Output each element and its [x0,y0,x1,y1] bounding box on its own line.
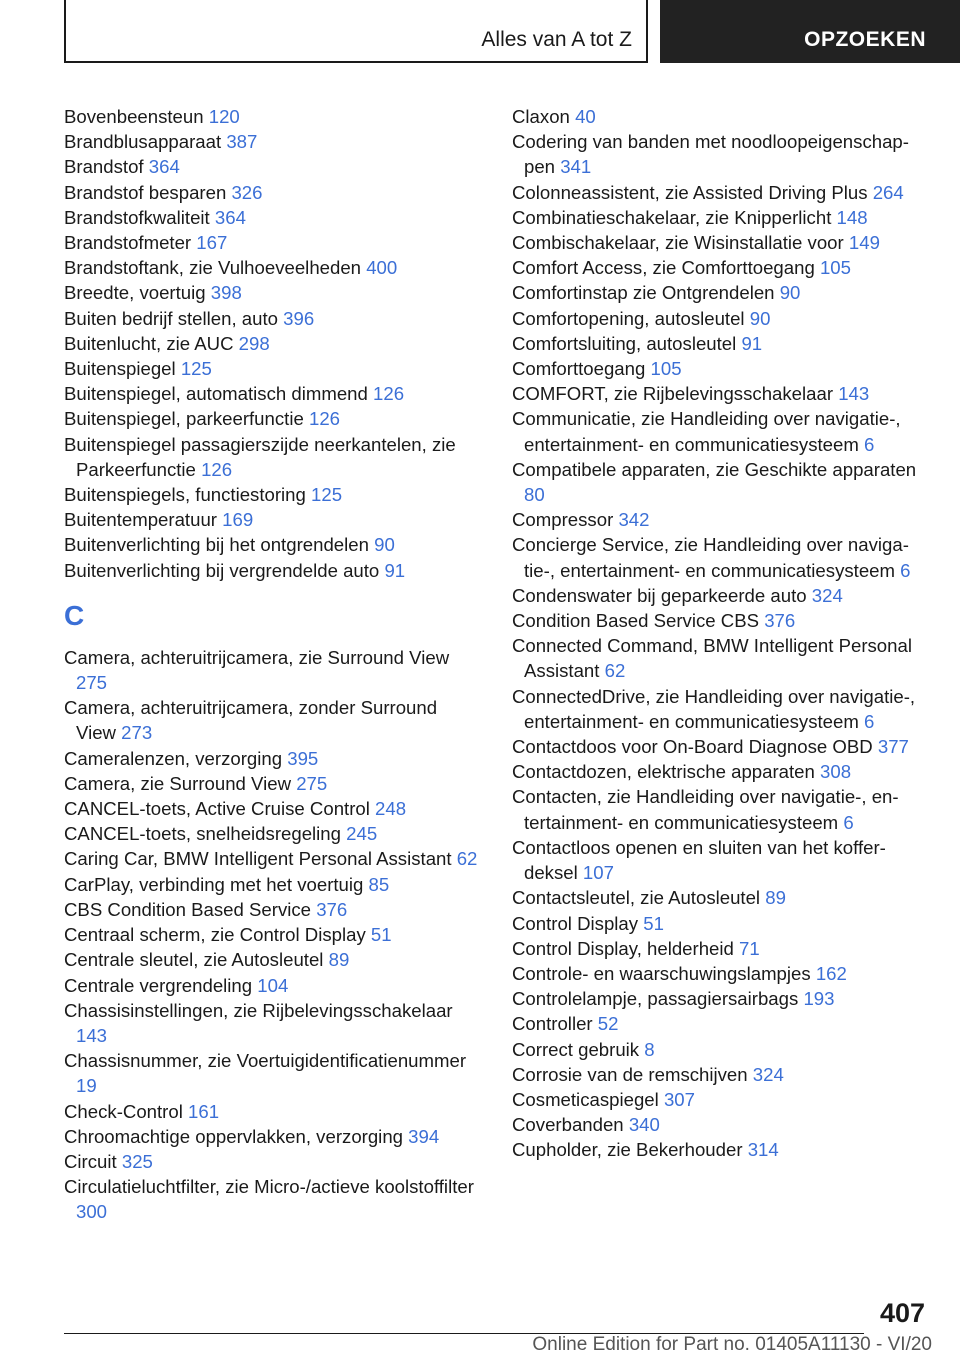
index-column-left [64,104,479,1225]
index-entry [64,406,479,431]
lookup-tab-label: OPZOEKEN [804,28,926,51]
page-link[interactable]: 275 [76,672,108,694]
index-entries-b [64,104,479,583]
entry-term: Camera, achteruitrijcamera, zie Surround View [64,646,450,668]
index-entry [512,1112,932,1137]
page-link[interactable]: 90 [779,282,801,304]
entry-term: Concierge Service, zie Handleiding over navigatie-, entertainment- en communicatiesysteem [512,534,909,581]
index-entry [512,1062,932,1087]
index-entry [64,872,479,897]
entry-term: Compatibele apparaten, zie Geschikte apparaten [512,458,917,480]
index-entry [512,180,932,205]
index-entry [64,558,479,583]
index-entry [512,507,932,532]
index-entry [512,734,932,759]
index-entry [512,911,932,936]
index-entries-c [64,645,479,1225]
index-entry [64,973,479,998]
entry-term: Buitenspiegel [64,358,176,380]
entry-term: Connected Command, BMW Intelligent Personal Assistant [512,635,912,682]
index-entry [64,180,479,205]
page-link[interactable]: 126 [201,458,233,480]
entry-term: CANCEL-toets, snelheidsregeling [64,823,341,845]
index-entry [512,406,932,456]
page-link[interactable]: 326 [231,181,263,203]
page-link[interactable]: 6 [864,433,875,455]
entry-term: Breedte, voertuig [64,282,206,304]
index-entry [64,998,479,1048]
page-link[interactable]: 325 [121,1150,153,1172]
index-entry [64,205,479,230]
page-link[interactable]: 398 [210,282,242,304]
entry-term: Centrale vergrendeling [64,974,253,996]
entry-term: Camera, zie Surround View [64,772,292,794]
entry-term: Circuit [64,1150,117,1172]
page-link[interactable]: 105 [650,358,682,380]
index-entry [64,331,479,356]
page-link[interactable]: 89 [328,949,350,971]
index-entry [512,1137,932,1162]
page-link[interactable]: 62 [456,848,478,870]
index-entry [512,608,932,633]
page-link[interactable]: 125 [180,358,212,380]
entry-term: Controlelampje, passagiersairbags [512,988,799,1010]
entry-term: Comfort Access, zie Comforttoegang [512,257,815,279]
page-link[interactable]: 143 [76,1024,108,1046]
index-entry [64,771,479,796]
page-link[interactable]: 126 [373,383,405,405]
index-entry [64,432,479,482]
page-link[interactable]: 396 [283,307,315,329]
entry-term: Claxon [512,106,570,127]
index-entry [64,507,479,532]
page-link[interactable]: 340 [628,1114,660,1136]
entry-term: CBS Condition Based Service [64,898,312,920]
index-entry [64,280,479,305]
entry-term: Corrosie van de remschijven [512,1063,748,1085]
page-link[interactable]: 126 [308,408,341,430]
index-entry [512,583,932,608]
page-link[interactable]: 149 [848,232,880,254]
page-link[interactable]: 394 [408,1125,440,1147]
index-entry [512,684,932,734]
page-link[interactable]: 162 [815,962,847,984]
page-link[interactable]: 307 [663,1088,695,1110]
entry-term: Buitenverlichting bij het ontgrendelen [64,534,369,556]
index-entry [64,129,479,154]
page-link[interactable]: 71 [739,937,760,959]
entry-term: Circulatieluchtfilter, zie Micro-/actieve koolstoffilter [64,1176,474,1198]
page-link[interactable]: 314 [747,1139,779,1161]
index-entry [512,230,932,255]
entry-term: Comforttoegang [512,358,646,380]
page-link[interactable]: 51 [643,912,664,934]
entry-term: Chroomachtige oppervlakken, verzorging [64,1125,403,1147]
page-link[interactable]: 90 [374,534,395,556]
page-link[interactable]: 308 [820,761,852,783]
header [0,0,960,66]
page-link[interactable]: 8 [644,1038,655,1060]
page-link[interactable]: 89 [765,887,786,909]
index-entry [64,1174,479,1224]
entry-term: Contactloos openen en sluiten van het kofferdeksel [512,836,886,884]
index-entry [64,104,479,129]
page-link[interactable]: 52 [597,1013,619,1035]
index-entry [512,835,932,885]
entry-term: Caring Car, BMW Intelligent Personal Assistant [64,848,452,870]
index-entry [64,695,479,745]
entry-term: Buiten bedrijf stellen, auto [64,307,278,329]
page-link[interactable]: 161 [188,1100,220,1122]
entry-term: Buitenspiegel, parkeerfunctie [64,408,304,430]
page-link[interactable]: 400 [366,257,398,279]
page-link[interactable]: 107 [582,862,614,884]
index-entry [64,1149,479,1174]
index-entry [512,936,932,961]
index-entry [512,381,932,406]
section-tab-label: Alles van A tot Z [481,28,632,51]
page-link[interactable]: 90 [749,307,771,329]
entry-term: Buitentemperatuur [64,509,217,531]
index-entry [512,532,932,582]
index-entry [64,922,479,947]
entry-term: Brandstofkwaliteit [64,206,210,228]
entry-term: COMFORT, zie Rijbelevingsschakelaar [512,383,834,405]
page-link[interactable]: 51 [370,924,392,946]
page-link[interactable]: 387 [226,131,258,153]
entry-term: Combinatieschakelaar, zie Knipperlicht [512,206,832,228]
entry-term: Contacten, zie Handleiding over navigatie-, entertainment- en communicatiesysteem [512,786,899,833]
index-entry [512,104,932,129]
entry-term: Control Display [512,912,639,934]
entry-term: Buitenspiegel passagierszijde neerkantelen, zie Parkeerfunctie [64,433,456,480]
index-entry [64,846,479,871]
index-entry [64,255,479,280]
entry-term: Camera, achteruitrijcamera, zonder Surround View [64,697,438,744]
entry-term: Buitenspiegels, functiestoring [64,484,306,506]
index-entry [64,796,479,821]
page-link[interactable]: 298 [238,332,270,354]
index-entry [64,1124,479,1149]
entry-term: Comfortsluiting, autosleutel [512,332,737,354]
entry-term: Buitenspiegel, automatisch dimmend [64,383,368,405]
page-link[interactable]: 125 [311,484,343,506]
index-entry [512,633,932,683]
page-link[interactable]: 104 [257,974,289,996]
index-entry [512,986,932,1011]
page-link[interactable]: 264 [872,181,904,203]
entry-term: Brandstofmeter [64,232,192,254]
index-entry [512,961,932,986]
entry-term: CarPlay, verbinding met het voertuig [64,873,364,895]
index-entry [64,154,479,179]
entry-term: Communicatie, zie Handleiding over navigatie-, entertainment- en communicatiesysteem [512,408,901,455]
page-link[interactable]: 273 [121,722,153,744]
index-entry [64,230,479,255]
entry-term: Contactdoos voor On-Board Diagnose OBD [512,736,873,758]
index-entry [512,331,932,356]
page-number: 407 [880,1298,926,1328]
index-entry [64,645,479,695]
page-link[interactable]: 148 [836,206,868,228]
entry-term: Check-Control [64,1100,183,1122]
entry-term: Comfortinstap zie Ontgrendelen [512,282,775,304]
page-link[interactable]: 91 [384,559,406,581]
entry-term: Condenswater bij geparkeerde auto [512,584,807,606]
index-column-right [512,104,932,1163]
page-link[interactable]: 324 [811,584,843,606]
page-link[interactable]: 91 [741,332,763,354]
edition-footer: Online Edition for Part no. 01405A11130 - VI/20 [532,1334,932,1355]
index-entry [64,947,479,972]
entry-term: Coverbanden [512,1114,624,1136]
section-tab[interactable] [64,0,648,63]
page-link[interactable]: 6 [843,811,854,833]
index-entry [512,784,932,834]
entry-term: Codering van banden met noodloopeigenschappen [512,131,909,178]
page-link[interactable]: 248 [375,798,407,820]
index-entry [64,306,479,331]
index-entry [512,885,932,910]
page-link[interactable]: 40 [575,106,596,127]
index-entries-right [512,104,932,1163]
entry-term: Condition Based Service CBS [512,610,760,632]
index-entry [512,1037,932,1062]
index-entry [512,457,932,507]
index-entry [64,821,479,846]
page-link[interactable]: 342 [618,509,650,531]
entry-term: Chassisnummer, zie Voertuigidentificatienummer [64,1050,467,1072]
index-entry [512,356,932,381]
index-entry [512,1087,932,1112]
index-entry [64,356,479,381]
index-entry [512,205,932,230]
entry-term: Chassisinstellingen, zie Rijbelevingsschakelaar [64,999,453,1021]
entry-term: CANCEL-toets, Active Cruise Control [64,798,370,820]
entry-term: Buitenverlichting bij vergrendelde auto [64,559,380,581]
entry-term: ConnectedDrive, zie Handleiding over navigatie-, entertainment- en communicatiesysteem [512,685,916,732]
page-link[interactable]: 364 [214,206,246,228]
entry-term: Control Display, helderheid [512,937,734,959]
index-entry [512,280,932,305]
lookup-tab[interactable] [660,0,960,63]
section-letter-c: C [64,599,85,631]
page-link[interactable]: 324 [752,1063,784,1085]
page-link[interactable]: 377 [877,736,909,758]
entry-term: Centrale sleutel, zie Autosleutel [64,949,324,971]
index-entry [64,381,479,406]
page-link[interactable]: 376 [316,898,348,920]
entry-term: Cupholder, zie Bekerhouder [512,1139,743,1161]
entry-term: Correct gebruik [512,1038,640,1060]
index-entry [512,1011,932,1036]
entry-term: Combischakelaar, zie Wisinstallatie voor [512,232,844,254]
page-link[interactable]: 143 [838,383,870,405]
page-link[interactable]: 105 [819,257,851,279]
page-link[interactable]: 275 [296,772,328,794]
page-link[interactable]: 376 [764,610,796,632]
index-entry [64,1099,479,1124]
index-entry [512,129,932,179]
index-entry [64,746,479,771]
entry-term: Controle- en waarschuwingslampjes [512,962,811,984]
page-link[interactable]: 62 [604,660,626,682]
page-link[interactable]: 245 [346,823,378,845]
entry-term: Brandstof besparen [64,181,227,203]
entry-term: Compressor [512,509,614,531]
page-link[interactable]: 169 [222,509,254,531]
entry-term: Controller [512,1013,593,1035]
page-link[interactable]: 341 [560,156,592,178]
page-link[interactable]: 395 [287,747,319,769]
entry-term: Bovenbeensteun [64,106,204,127]
page-link[interactable]: 193 [803,988,835,1010]
entry-term: Contactdozen, elektrische apparaten [512,761,815,783]
page-link[interactable]: 364 [148,156,180,178]
page-link[interactable]: 300 [76,1201,108,1223]
page-link[interactable]: 120 [208,106,240,127]
index-entry [512,255,932,280]
entry-term: Centraal scherm, zie Control Display [64,924,366,946]
entry-term: Comfortopening, autosleutel [512,307,745,329]
entry-term: Contactsleutel, zie Autosleutel [512,887,761,909]
index-entry [64,1048,479,1098]
index-entry [512,306,932,331]
entry-term: Brandstof [64,156,144,178]
index-entry [64,532,479,557]
page-link[interactable]: 19 [76,1075,97,1097]
index-entry [64,897,479,922]
entry-term: Cosmeticaspiegel [512,1088,659,1110]
page-link[interactable]: 80 [524,484,545,506]
entry-term: Buitenlucht, zie AUC [64,332,234,354]
index-entry [512,759,932,784]
page-link[interactable]: 6 [900,559,911,581]
page-link[interactable]: 6 [864,710,875,732]
index-entry [64,482,479,507]
page-link[interactable]: 85 [368,873,390,895]
entry-term: Brandblusapparaat [64,131,222,153]
entry-term: Cameralenzen, verzorging [64,747,283,769]
entry-term: Colonneassistent, zie Assisted Driving Plus [512,181,868,203]
entry-term: Brandstoftank, zie Vulhoeveelheden [64,257,362,279]
page-link[interactable]: 167 [196,232,228,254]
